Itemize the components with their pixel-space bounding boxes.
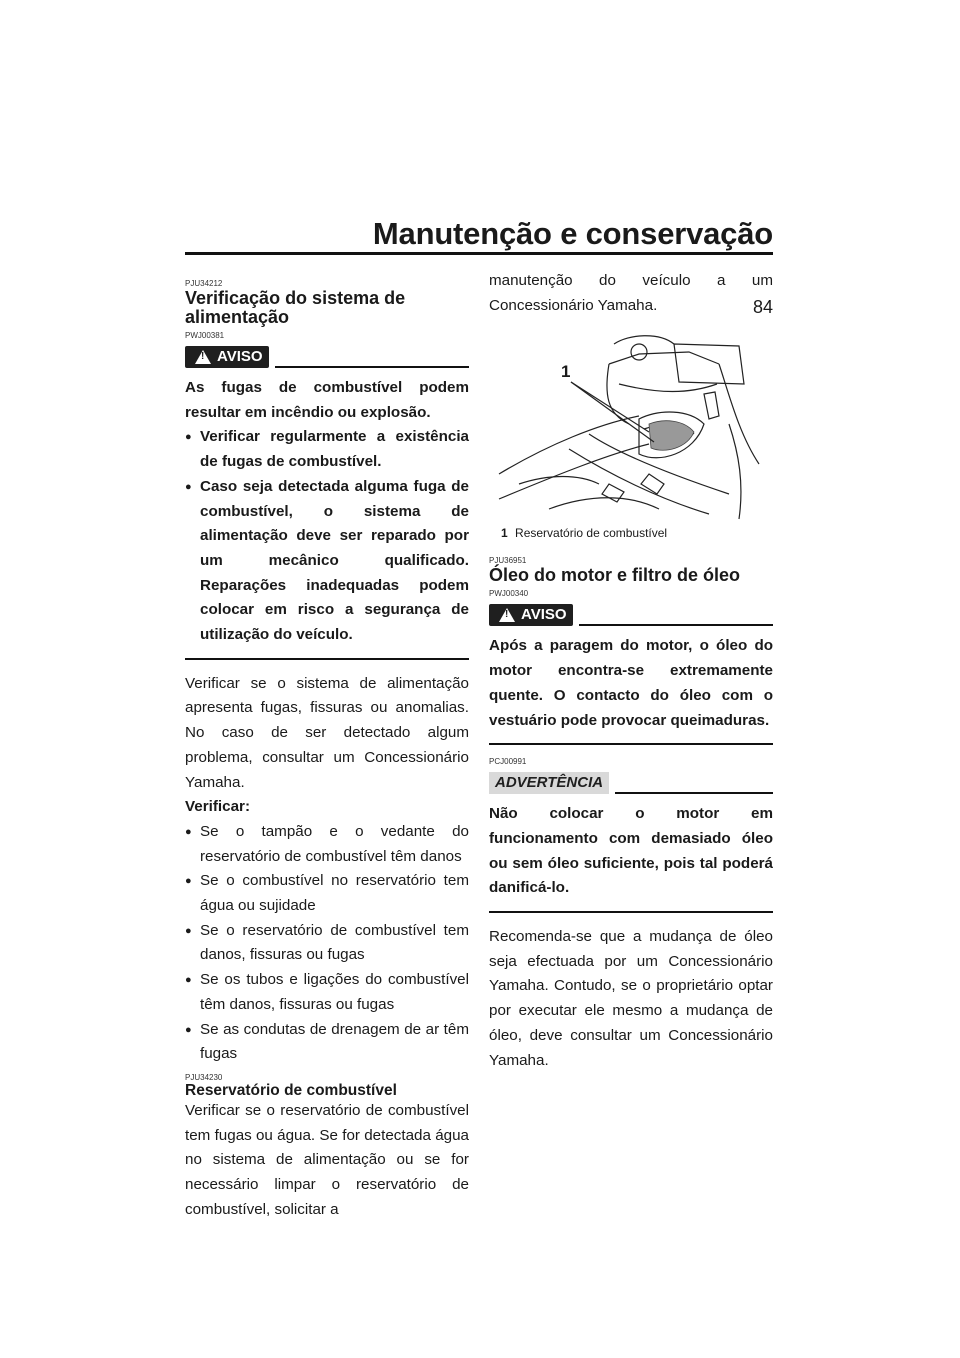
section-code: PJU36951 <box>489 556 527 566</box>
section-heading-engine-oil: Óleo do motor e filtro de óleo <box>489 565 741 586</box>
paragraph: Recomenda-se que a mudança de óleo seja efectuada por um Concessionário Yamaha. Contudo, se o proprietário optar por executar ele mesmo a mudança de óleo, deve consultar um Concessionário Yamaha. <box>489 928 773 1069</box>
caution-rule <box>615 792 773 794</box>
warning-intro: As fugas de combustível podem resultar em incêndio ou explosão. <box>185 379 469 421</box>
list-item: ● Verificar regularmente a existência de fugas de combustível. <box>185 425 469 474</box>
list-item: ● Se os tubos e ligações do combustível têm danos, fissuras ou fugas <box>185 968 469 1017</box>
caption-number: 1 <box>501 526 508 541</box>
check-label: Verificar: <box>185 798 251 816</box>
list-item: ● Se as condutas de drenagem de ar têm fugas <box>185 1018 469 1067</box>
caution-badge: ADVERTÊNCIA <box>489 772 609 794</box>
watercraft-drawing <box>489 324 773 524</box>
page-title: Manutenção e conservação <box>372 216 773 251</box>
warning-box <box>185 376 469 660</box>
paragraph: Verificar se o sistema de alimentação apresenta fugas, fissuras ou anomalias. No caso de ser detectado algum problema, consultar um Concessionário Yamaha. <box>185 674 469 791</box>
list-item: ● Se o tampão e o vedante do reservatório de combustível têm danos <box>185 820 469 869</box>
warning-code: PWJ00381 <box>185 331 225 340</box>
warning-box <box>489 634 773 745</box>
warning-rule <box>275 366 469 368</box>
section-heading-fuel-system: Verificação do sistema de alimentação <box>185 288 406 327</box>
section-code: PJU34212 <box>185 279 223 288</box>
warning-list <box>185 425 469 647</box>
subsection-heading-fuel-tank: Reservatório de combustível <box>185 1081 397 1099</box>
right-column <box>489 269 773 1073</box>
warning-badge <box>489 604 573 626</box>
caption-text: Reservatório de combustível <box>515 526 668 541</box>
paragraph: Verificar se o reservatório de combustível tem fugas ou água. Se for detectada água no sistema de alimentação ou se for necessário limpar o reservatório de combustível, solicitar a <box>185 1101 469 1218</box>
warning-triangle-icon: ! <box>499 608 515 622</box>
caution-header <box>489 772 773 794</box>
warning-label: AVISO <box>217 347 263 365</box>
check-list <box>185 820 469 1067</box>
warning-rule <box>579 624 773 626</box>
warning-text: Após a paragem do motor, o óleo do motor encontra-se extremamente quente. O contacto do óleo com o vestuário pode provocar queimaduras. <box>489 637 773 729</box>
warning-badge <box>185 346 269 368</box>
warning-header <box>185 346 469 368</box>
figure-caption <box>501 526 773 540</box>
caution-text: Não colocar o motor em funcionamento com demasiado óleo ou sem óleo suficiente, pois tal poderá danificá-lo. <box>489 805 773 897</box>
section-code: PJU34230 <box>185 1072 223 1082</box>
caution-box <box>489 802 773 913</box>
paragraph: manutenção do veículo a um Concessionário Yamaha. <box>489 272 773 314</box>
warning-triangle-icon: ! <box>195 350 211 364</box>
caution-code: PCJ00991 <box>489 757 527 767</box>
warning-code: PWJ00340 <box>489 589 529 599</box>
warning-header <box>489 604 773 626</box>
list-item: ● Se o combustível no reservatório tem água ou sujidade <box>185 869 469 918</box>
warning-label: AVISO <box>521 606 567 624</box>
list-item: ● Se o reservatório de combustível tem danos, fissuras ou fugas <box>185 919 469 968</box>
list-item: ● Caso seja detectada alguma fuga de combustível, o sistema de alimentação deve ser reparado por um mecânico qualificado. Reparações inadequadas podem colocar em risco a segurança de utilização do veículo. <box>185 475 469 648</box>
fuel-tank-illustration <box>489 324 773 524</box>
header-rule <box>185 252 773 255</box>
left-column <box>185 279 469 1223</box>
page-number: 84 <box>752 297 773 317</box>
figure-callout-1: 1 <box>561 362 571 382</box>
